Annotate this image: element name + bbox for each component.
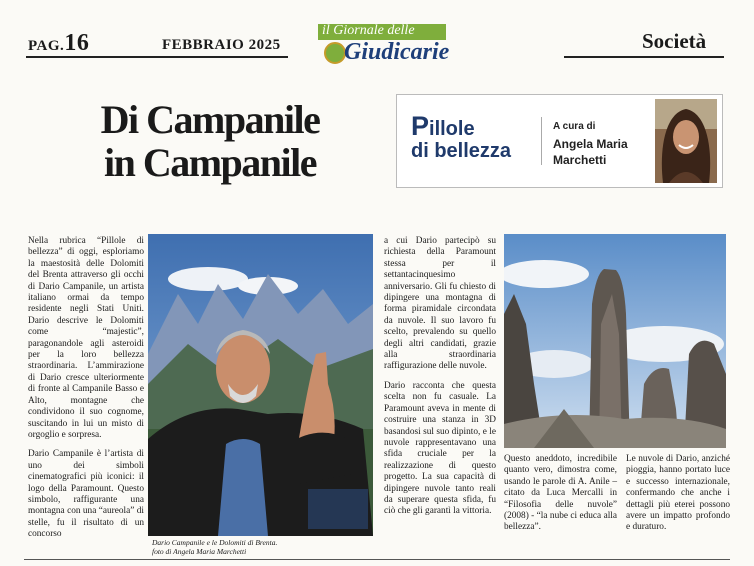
curated-by-label: A cura di <box>553 121 596 132</box>
page-label <box>28 30 89 57</box>
column-divider <box>541 117 542 165</box>
title-line2: in Campanile <box>103 140 317 185</box>
article-column-5 <box>626 454 730 542</box>
caption-line2: foto di Angela Maria Marchetti <box>152 547 247 556</box>
header-rule-right <box>564 56 724 58</box>
column-box <box>396 94 723 188</box>
article-column-3 <box>384 236 496 526</box>
article-column-4 <box>504 454 617 542</box>
logo-line2: Giudicarie <box>344 39 450 65</box>
bottom-rule <box>24 559 730 560</box>
caption-line1: Dario Campanile e le Dolomiti di Brenta. <box>152 538 278 547</box>
paragraph: Dario racconta che questa scelta non fu casuale. La Paramount aveva in mente di costruire una stanza in 3D basandosi sul suo dipinto, e le nuvole rappresentavano una sfida cruciale per la realizzazione di questo progetto. La sua capacità di dipingere nuvole tanto reali da superare questa sfida, fu ciò che gli garantì la vittoria. <box>384 380 496 517</box>
paragraph: Nella rubrica “Pillole di bellezza” di oggi, esploriamo la maestosità delle Dolomiti del Brenta attraverso gli occhi di Dario Campanile, un artista italiano ormai da tempo residente negli Stati Uniti. Dario descrive le Dolomiti come “majestic”, paragonandole agli asteroidi per la loro bellezza straordinaria. L’ammirazione di Dario cresce ulteriormente di fronte al Campanile Basso e Alto, montagne che condividono il suo cognome, suscitando in lui un misto di orgoglio e sorpresa. <box>28 236 144 440</box>
paragraph: Dario Campanile è l’artista di uno dei simboli cinematografici più iconici: il logo della Paramount. Questo simbolo, raffigurante una montagna con una “aureola” di stelle, fu il risultato di un concorso <box>28 449 144 540</box>
column-title-line2: di bellezza <box>411 140 512 162</box>
paragraph: Le nuvole di Dario, anziché pioggia, hanno portato luce e successo internazionale, confermando che anche i dettagli più eterei possono avere un impatto profondo e duraturo. <box>626 454 730 533</box>
paragraph: a cui Dario partecipò su richiesta della Paramount stessa per il settantacinquesimo anniversario. Gli fu chiesto di dipingere una montagna di forma piramidale circondata da nuvole. Il suo lavoro fu scelto, prevalendo su quello degli altri candidati, grazie alla straordinaria raffigurazione delle nuvole. <box>384 236 496 372</box>
column-title-rest: illole <box>429 118 475 140</box>
column-title-cap: P <box>411 111 430 141</box>
photo-image <box>148 234 373 536</box>
article-column-1 <box>28 236 144 549</box>
author-name: Angela Maria Marchetti <box>553 137 628 167</box>
photo-dario-campanile <box>148 234 373 536</box>
article-title <box>60 98 360 184</box>
title-line1: Di Campanile <box>100 97 320 142</box>
newspaper-logo <box>318 22 450 66</box>
column-title <box>411 111 512 162</box>
photo-dolomites <box>504 234 726 448</box>
header-rule <box>26 56 288 58</box>
column-title-line1 <box>411 111 511 141</box>
page-number: 16 <box>64 30 90 56</box>
photo-caption <box>152 538 372 556</box>
paragraph: Questo aneddoto, incredibile quanto vero, dimostra come, usando le parole di A. Anile – citato da Luca Mercalli in “Filosofia delle nuvole” (2008) - “la nube ci educa alla bellezza”. <box>504 454 617 533</box>
page-label-text: PAG. <box>28 38 65 54</box>
logo-line1: il Giornale delle <box>322 23 415 38</box>
author-portrait-image <box>655 99 717 183</box>
section-title: Società <box>642 29 707 53</box>
photo2-image <box>504 234 726 448</box>
author-portrait <box>655 99 717 183</box>
issue-date: FEBBRAIO 2025 <box>162 37 281 53</box>
logo-seal-icon <box>324 42 346 64</box>
